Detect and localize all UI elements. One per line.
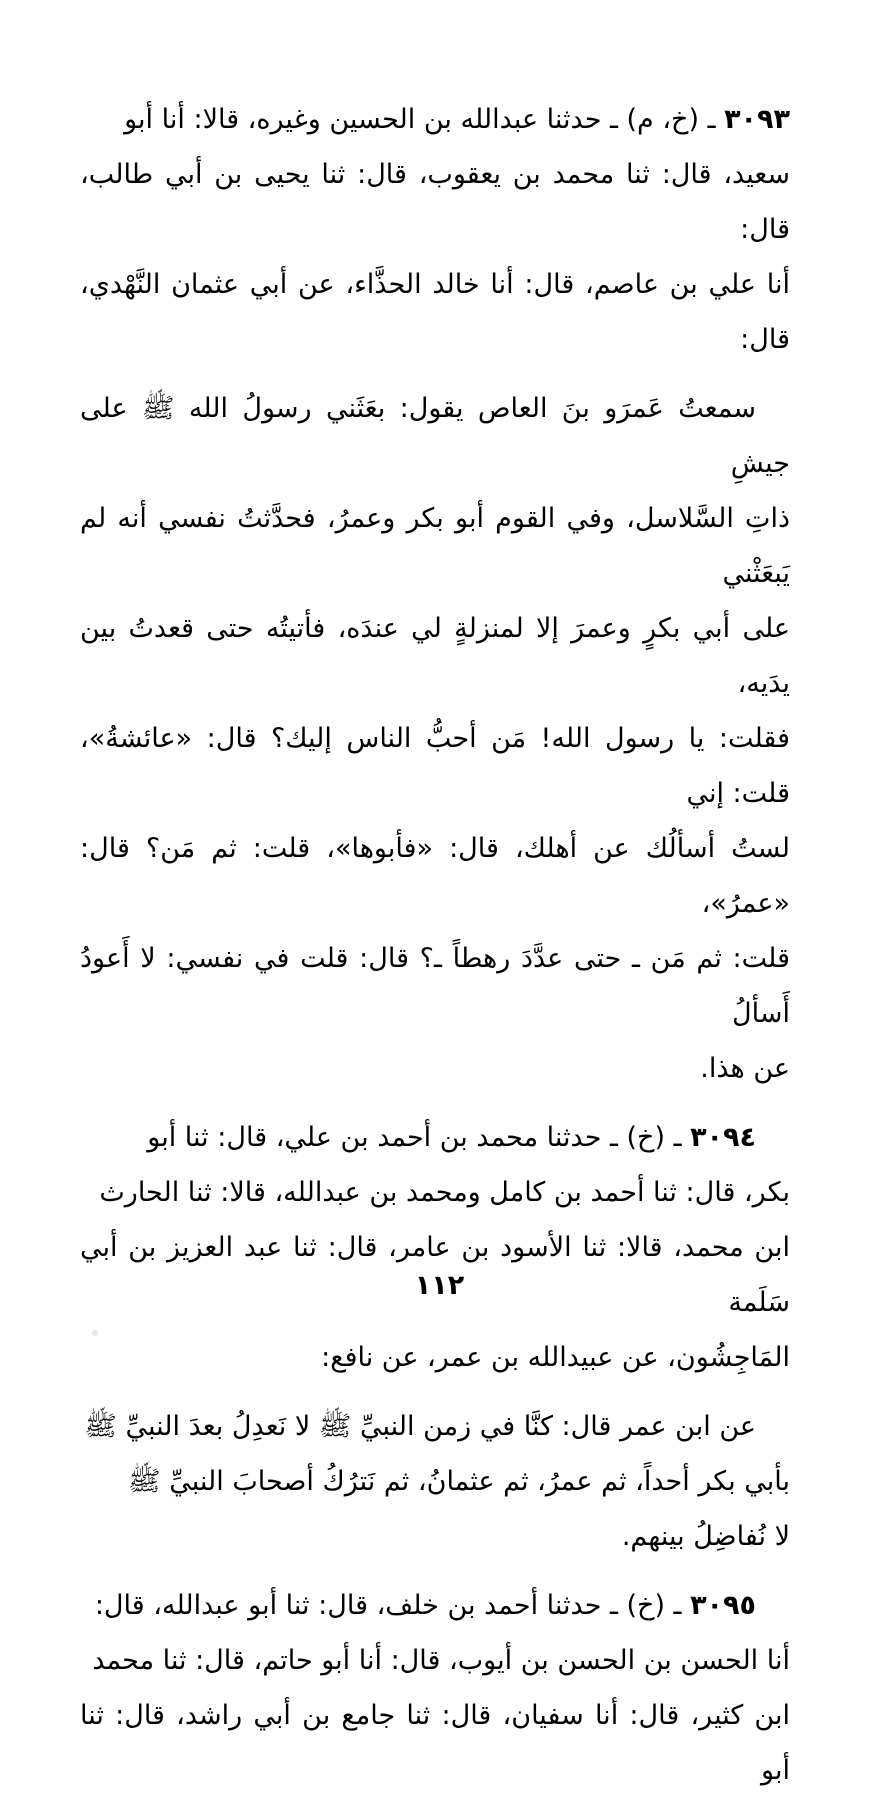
matn-3093-line-5: لستُ أسألُك عن أهلك، قال: «فأبوها»، قلت: ثم مَن؟ قال: «عمرُ»، xyxy=(80,833,790,919)
hadith-3095-line-3: ابن كثير، قال: أنا سفيان، قال: ثنا جامع بن أبي راشد، قال: ثنا أبو xyxy=(80,1700,790,1786)
matn-3093-line-4: فقلت: يا رسول الله! مَن أحبُّ الناس إليك؟ قال: «عائشةُ»، قلت: إني xyxy=(80,723,790,809)
hadith-3094-line-2: بكر، قال: ثنا أحمد بن كامل ومحمد بن عبدالله، قالا: ثنا الحارث xyxy=(99,1177,790,1208)
matn-3094-line-2: بأبي بكر أحداً، ثم عمرُ، ثم عثمانُ، ثم نَترُكُ أصحابَ النبيِّ ﷺ xyxy=(128,1466,790,1497)
page-number: ١١٢ xyxy=(414,1270,465,1301)
matn-3094-line-3: لا نُفاضِلُ بينهم. xyxy=(621,1521,790,1552)
matn-3093-line-1: سمعتُ عَمرَو بنَ العاص يقول: بعَثَني رسولُ الله ﷺ على جيشِ xyxy=(80,393,790,479)
hadith-3095-line-2: أنا الحسن بن الحسن بن أيوب، قال: أنا أبو حاتم، قال: ثنا محمد xyxy=(92,1645,790,1676)
line-text: ـ (خ، م) ـ حدثنا عبدالله بن الحسين وغيره، قالا: أنا أبو xyxy=(124,104,716,135)
matn-3093-line-6: قلت: ثم مَن ـ حتى عدَّدَ رهطاً ـ؟ قال: قلت في نفسي: لا أَعودُ أَسألُ xyxy=(80,943,790,1029)
hadith-3094-line-1 xyxy=(80,1110,790,1165)
hadith-3093-line-2: سعيد، قال: ثنا محمد بن يعقوب، قال: ثنا يحيى بن أبي طالب، قال: xyxy=(80,159,790,245)
hadith-3095-line-1 xyxy=(80,1578,790,1633)
hadith-number: ٣٠٩٤ xyxy=(690,1122,756,1153)
matn-3093-line-2: ذاتِ السَّلاسل، وفي القوم أبو بكر وعمرُ، فحدَّثتُ نفسي أنه لم يَبعَثْني xyxy=(80,503,790,589)
hadith-3093-line-1 xyxy=(80,92,790,147)
hadith-3094-line-4: المَاجِشُون، عن عبيدالله بن عمر، عن نافع: xyxy=(321,1342,790,1373)
hadith-3093-line-3: أنا علي بن عاصم، قال: أنا خالد الحذَّاء، عن أبي عثمان النَّهْدي، قال: xyxy=(80,269,790,355)
matn-3093-line-7: عن هذا. xyxy=(700,1053,790,1084)
line-text: ـ (خ) ـ حدثنا أحمد بن خلف، قال: ثنا أبو عبدالله، قال: xyxy=(94,1590,682,1621)
matn-3093-line-3: على أبي بكرٍ وعمرَ إلا لمنزلةٍ لي عندَه، فأتيتُه حتى قعدتُ بين يدَيه، xyxy=(80,613,790,699)
line-text: ـ (خ) ـ حدثنا محمد بن أحمد بن علي، قال: ثنا أبو xyxy=(147,1122,682,1153)
matn-3094-line-1: عن ابن عمر قال: كنَّا في زمن النبيِّ ﷺ لا نَعدِلُ بعدَ النبيِّ ﷺ xyxy=(84,1411,756,1442)
scan-speck xyxy=(92,1330,98,1336)
page-text xyxy=(80,92,790,1798)
hadith-number: ٣٠٩٥ xyxy=(690,1590,756,1621)
hadith-3094-line-3: ابن محمد، قالا: ثنا الأسود بن عامر، قال: ثنا عبد العزيز بن أبي سَلَمة xyxy=(80,1232,790,1318)
hadith-number: ٣٠٩٣ xyxy=(724,104,790,135)
